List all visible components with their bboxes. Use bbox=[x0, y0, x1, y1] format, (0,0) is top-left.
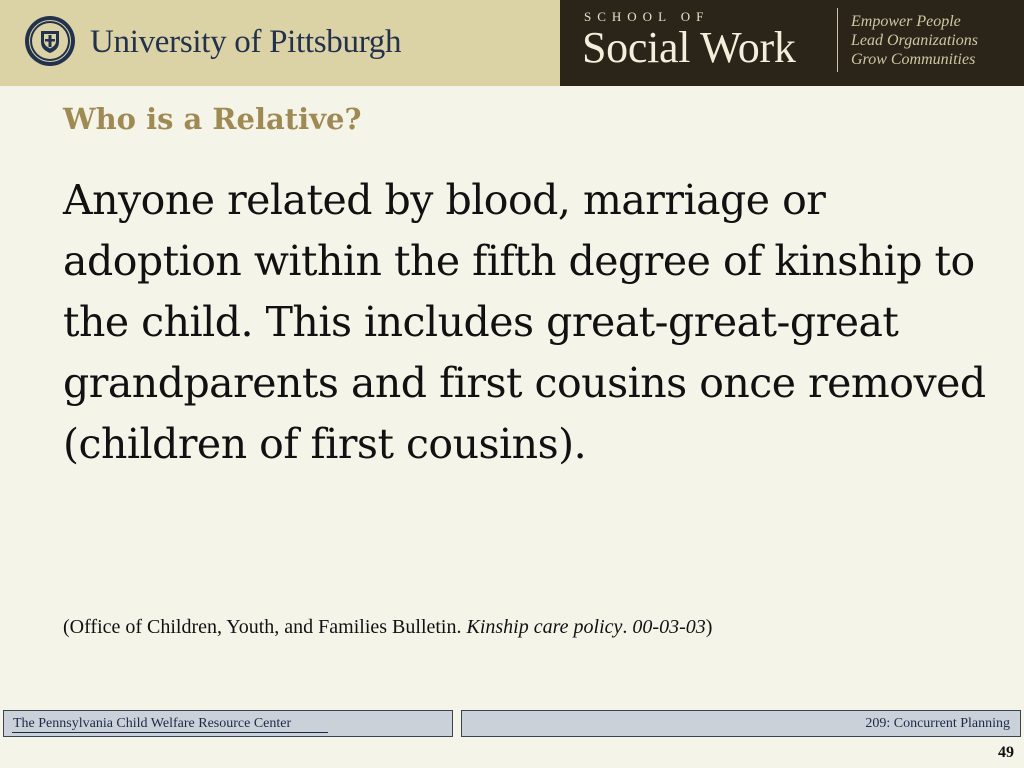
tagline-line: Lead Organizations bbox=[851, 32, 978, 49]
footer-course-label: 209: Concurrent Planning bbox=[865, 716, 1010, 731]
page-number: 49 bbox=[998, 744, 1014, 761]
tagline bbox=[851, 12, 978, 69]
citation-number: 00-03-03 bbox=[632, 616, 706, 638]
footer-organization-label: The Pennsylvania Child Welfare Resource Center bbox=[13, 716, 292, 731]
slide-title: Who is a Relative? bbox=[63, 102, 362, 136]
university-banner bbox=[0, 0, 560, 86]
footer-underline bbox=[12, 732, 328, 733]
tagline-line: Grow Communities bbox=[851, 51, 976, 68]
footer-organization bbox=[3, 710, 453, 737]
footer-course bbox=[461, 710, 1021, 737]
header-divider bbox=[837, 8, 838, 72]
citation-separator: . bbox=[622, 616, 633, 638]
citation-close: ) bbox=[705, 616, 713, 638]
citation-source: (Office of Children, Youth, and Families Bulletin. bbox=[63, 616, 467, 638]
university-seal-icon bbox=[24, 15, 76, 67]
school-of-label: SCHOOL OF bbox=[584, 9, 710, 24]
tagline-line: Empower People bbox=[851, 13, 961, 30]
citation-title: Kinship care policy bbox=[466, 616, 623, 638]
slide-body-text: Anyone related by blood, marriage or adoption within the fifth degree of kinship to the child. This includes great-great-great grandparents and first cousins once removed (children of first cousins). bbox=[63, 176, 986, 468]
slide-header bbox=[0, 0, 1024, 86]
university-name: University of Pittsburgh bbox=[90, 24, 402, 60]
school-name: Social Work bbox=[582, 23, 796, 72]
citation bbox=[63, 616, 712, 639]
